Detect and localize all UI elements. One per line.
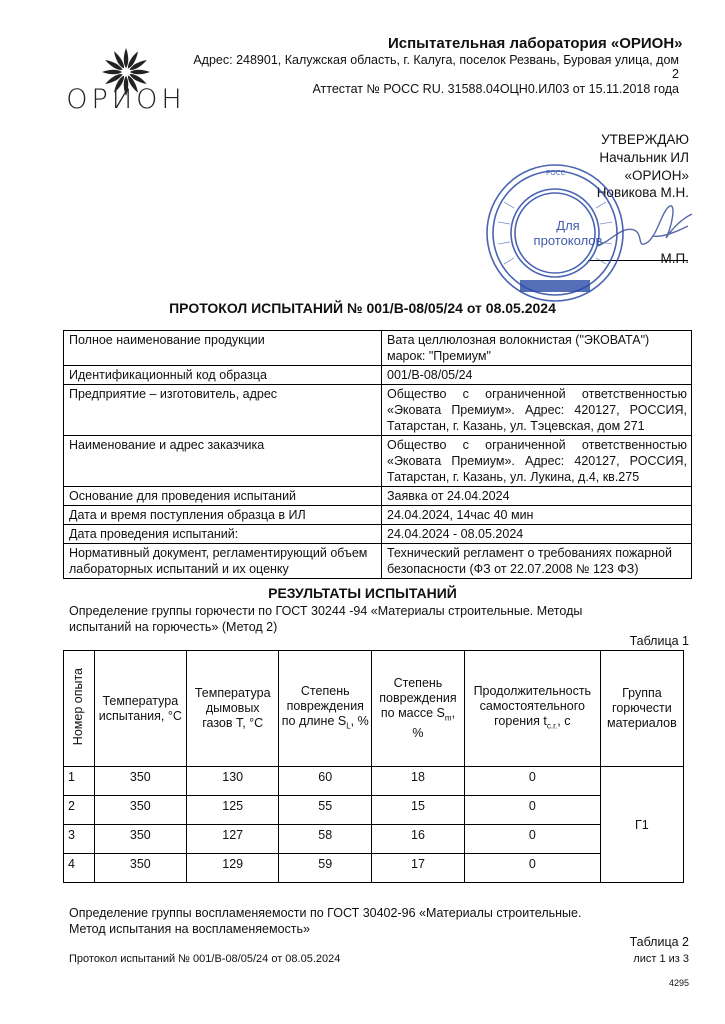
cell-length-damage: 60 (279, 767, 372, 796)
footer-page: лист 1 из 3 (633, 953, 689, 965)
col-header-burn-sub: c.г. (546, 721, 558, 731)
protocol-title: ПРОТОКОЛ ИСПЫТАНИЙ № 001/В-08/05/24 от 08.05.2024 (169, 300, 556, 316)
col-header-group: Группа горючести материалов (600, 651, 683, 767)
cell-length-damage: 59 (279, 854, 372, 883)
info-label: Нормативный документ, регламентирующий объем лабораторных испытаний и их оценку (64, 544, 382, 579)
info-value: Общество с ограниченной ответственностью «Эковата Премиум». Адрес: 420127, РОССИЯ, Татарстан, г. Казань, ул. Лукина, д.4, кв.275 (382, 436, 692, 487)
cell-burn-time: 0 (464, 825, 600, 854)
cell-temp: 350 (94, 767, 186, 796)
info-row (64, 366, 692, 385)
info-row (64, 436, 692, 487)
col-header-gas-temp: Температура дымовых газов Т, °С (187, 651, 279, 767)
table1-caption: Таблица 1 (629, 634, 689, 648)
col-header-number (64, 651, 95, 767)
org-title: Испытательная лаборатория «ОРИОН» (388, 35, 683, 52)
info-label: Основание для проведения испытаний (64, 487, 382, 506)
col-header-burn-time-text: Продолжительность самостоятельного горения t (473, 683, 592, 728)
info-row (64, 331, 692, 366)
stamp-text: Для протоколов (533, 218, 603, 248)
org-address: Адрес: 248901, Калужская область, г. Калуга, поселок Резвань, Буровая улица, дом (193, 53, 679, 67)
org-attestat: Аттестат № РОСС RU. 31588.04ОЦН0.ИЛ03 от 15.11.2018 года (312, 82, 679, 96)
info-row (64, 385, 692, 436)
info-value: Вата целлюлозная волокнистая ("ЭКОВАТА") марок: "Премиум" (382, 331, 692, 366)
info-row (64, 525, 692, 544)
cell-number: 1 (64, 767, 95, 796)
table-row (64, 854, 684, 883)
col-header-length-unit: , % (350, 713, 369, 728)
cell-burn-time: 0 (464, 854, 600, 883)
org-address-cont: 2 (672, 67, 679, 81)
col-header-number-text: Номер опыта (71, 667, 86, 746)
cell-number: 3 (64, 825, 95, 854)
page-code: 4295 (668, 978, 689, 988)
cell-temp: 350 (94, 796, 186, 825)
flammability-intro-line1: Определение группы воспламеняемости по ГОСТ 30402-96 «Материалы строительные. (69, 906, 582, 920)
cell-gas-temp: 127 (187, 825, 279, 854)
col-header-burn-unit: , с (557, 713, 571, 728)
cell-mass-damage: 17 (372, 854, 465, 883)
cell-mass-damage: 16 (372, 825, 465, 854)
info-row (64, 544, 692, 579)
cell-temp: 350 (94, 825, 186, 854)
info-label: Дата проведения испытаний: (64, 525, 382, 544)
cell-burn-time: 0 (464, 767, 600, 796)
col-header-length-damage-text: Степень повреждения по длине S (281, 683, 364, 728)
info-value: 24.04.2024 - 08.05.2024 (382, 525, 692, 544)
cell-number: 4 (64, 854, 95, 883)
cell-length-damage: 55 (279, 796, 372, 825)
info-value: 24.04.2024, 14час 40 мин (382, 506, 692, 525)
cell-length-damage: 58 (279, 825, 372, 854)
cell-gas-temp: 125 (187, 796, 279, 825)
col-header-burn-time (464, 651, 600, 767)
col-header-mass-sub: m (444, 713, 452, 723)
svg-text:РОСС: РОСС (546, 169, 566, 177)
table2-caption: Таблица 2 (629, 935, 689, 949)
col-header-temp: Температура испытания, °С (94, 651, 186, 767)
approve-org: «ОРИОН» (624, 168, 689, 183)
info-label: Дата и время поступления образца в ИЛ (64, 506, 382, 525)
col-header-length-sub: L (346, 721, 351, 731)
info-label: Полное наименование продукции (64, 331, 382, 366)
table-row (64, 767, 684, 796)
info-value: Технический регламент о требованиях пожарной безопасности (ФЗ от 22.07.2008 № 123 ФЗ) (382, 544, 692, 579)
flammability-intro-line2: Метод испытания на воспламеняемость» (69, 922, 310, 936)
cell-gas-temp: 129 (187, 854, 279, 883)
cell-temp: 350 (94, 854, 186, 883)
cell-gas-temp: 130 (187, 767, 279, 796)
results-header-row (64, 651, 684, 767)
info-label: Наименование и адрес заказчика (64, 436, 382, 487)
logo-text: ОРИОН (66, 84, 186, 115)
info-value: Заявка от 24.04.2024 (382, 487, 692, 506)
footer-protocol: Протокол испытаний № 001/В-08/05/24 от 08.05.2024 (69, 953, 341, 965)
info-row (64, 506, 692, 525)
table-row (64, 825, 684, 854)
signature (592, 196, 697, 260)
col-header-mass-damage (372, 651, 465, 767)
results-table (63, 650, 684, 883)
col-header-length-damage (279, 651, 372, 767)
cell-mass-damage: 18 (372, 767, 465, 796)
approve-heading: УТВЕРЖДАЮ (601, 132, 689, 147)
cell-group: Г1 (600, 767, 683, 883)
results-intro-line2: испытаний на горючесть» (Метод 2) (69, 620, 278, 634)
results-intro-line1: Определение группы горючести по ГОСТ 30244 -94 «Материалы строительные. Методы (69, 604, 583, 618)
table-row (64, 796, 684, 825)
cell-number: 2 (64, 796, 95, 825)
info-table (63, 330, 692, 579)
approve-position: Начальник ИЛ (599, 150, 689, 165)
cell-burn-time: 0 (464, 796, 600, 825)
info-label: Идентификационный код образца (64, 366, 382, 385)
approve-name: Новикова М.Н. (596, 185, 689, 200)
info-value: Общество с ограниченной ответственностью «Эковата Премиум». Адрес: 420127, РОССИЯ, Татарстан, г. Казань, ул. Тэцевская, дом 271 (382, 385, 692, 436)
approve-mp: М.П. (660, 251, 689, 266)
info-row (64, 487, 692, 506)
info-value: 001/В-08/05/24 (382, 366, 692, 385)
col-header-mass-unit: , % (412, 706, 456, 740)
cell-mass-damage: 15 (372, 796, 465, 825)
results-title: РЕЗУЛЬТАТЫ ИСПЫТАНИЙ (268, 585, 457, 601)
col-header-mass-damage-text: Степень повреждения по массе S (379, 676, 457, 721)
info-label: Предприятие – изготовитель, адрес (64, 385, 382, 436)
